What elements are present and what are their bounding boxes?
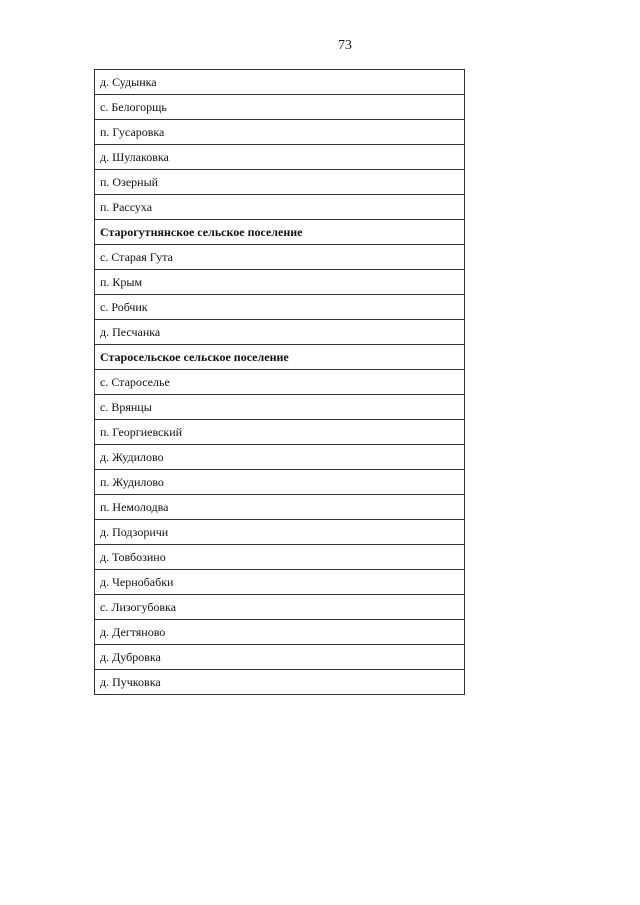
settlement-group-heading: Старосельское сельское поселение <box>95 345 465 370</box>
settlement-row <box>95 170 465 195</box>
settlement-name: п. Георгиевский <box>95 420 465 445</box>
settlement-name: с. Староселье <box>95 370 465 395</box>
settlement-group-heading: Старогутнянское сельское поселение <box>95 220 465 245</box>
settlement-name: д. Шулаковка <box>95 145 465 170</box>
settlement-row <box>95 420 465 445</box>
settlement-row <box>95 395 465 420</box>
settlement-row <box>95 545 465 570</box>
settlement-name: д. Судынка <box>95 70 465 95</box>
settlement-name: д. Дегтяново <box>95 620 465 645</box>
settlement-name: с. Белогорщь <box>95 95 465 120</box>
settlement-name: с. Врянцы <box>95 395 465 420</box>
page-number: 73 <box>338 38 352 53</box>
settlement-row <box>95 295 465 320</box>
settlement-row <box>95 595 465 620</box>
settlement-row <box>95 645 465 670</box>
settlements-table-body <box>95 70 465 695</box>
settlement-name: с. Лизогубовка <box>95 595 465 620</box>
settlement-name: д. Песчанка <box>95 320 465 345</box>
settlement-row <box>95 245 465 270</box>
settlement-name: п. Крым <box>95 270 465 295</box>
settlement-row <box>95 470 465 495</box>
settlement-row <box>95 620 465 645</box>
settlement-name: п. Рассуха <box>95 195 465 220</box>
settlement-row <box>95 570 465 595</box>
settlement-row <box>95 270 465 295</box>
settlement-name: д. Жудилово <box>95 445 465 470</box>
settlement-name: д. Подзоричи <box>95 520 465 545</box>
settlement-name: п. Немолодва <box>95 495 465 520</box>
settlement-row <box>95 95 465 120</box>
settlement-name: д. Пучковка <box>95 670 465 695</box>
settlement-name: д. Чернобабки <box>95 570 465 595</box>
settlement-row <box>95 520 465 545</box>
settlement-name: д. Товбозино <box>95 545 465 570</box>
settlements-table <box>94 69 465 695</box>
settlement-name: с. Робчик <box>95 295 465 320</box>
settlement-group-heading-row <box>95 220 465 245</box>
settlement-row <box>95 320 465 345</box>
settlement-group-heading-row <box>95 345 465 370</box>
settlement-row <box>95 145 465 170</box>
settlement-row <box>95 195 465 220</box>
settlement-row <box>95 370 465 395</box>
settlement-row <box>95 495 465 520</box>
settlement-row <box>95 120 465 145</box>
settlement-row <box>95 70 465 95</box>
settlement-row <box>95 670 465 695</box>
settlement-name: п. Жудилово <box>95 470 465 495</box>
settlement-row <box>95 445 465 470</box>
settlement-name: д. Дубровка <box>95 645 465 670</box>
settlement-name: п. Гусаровка <box>95 120 465 145</box>
settlement-name: п. Озерный <box>95 170 465 195</box>
settlement-name: с. Старая Гута <box>95 245 465 270</box>
